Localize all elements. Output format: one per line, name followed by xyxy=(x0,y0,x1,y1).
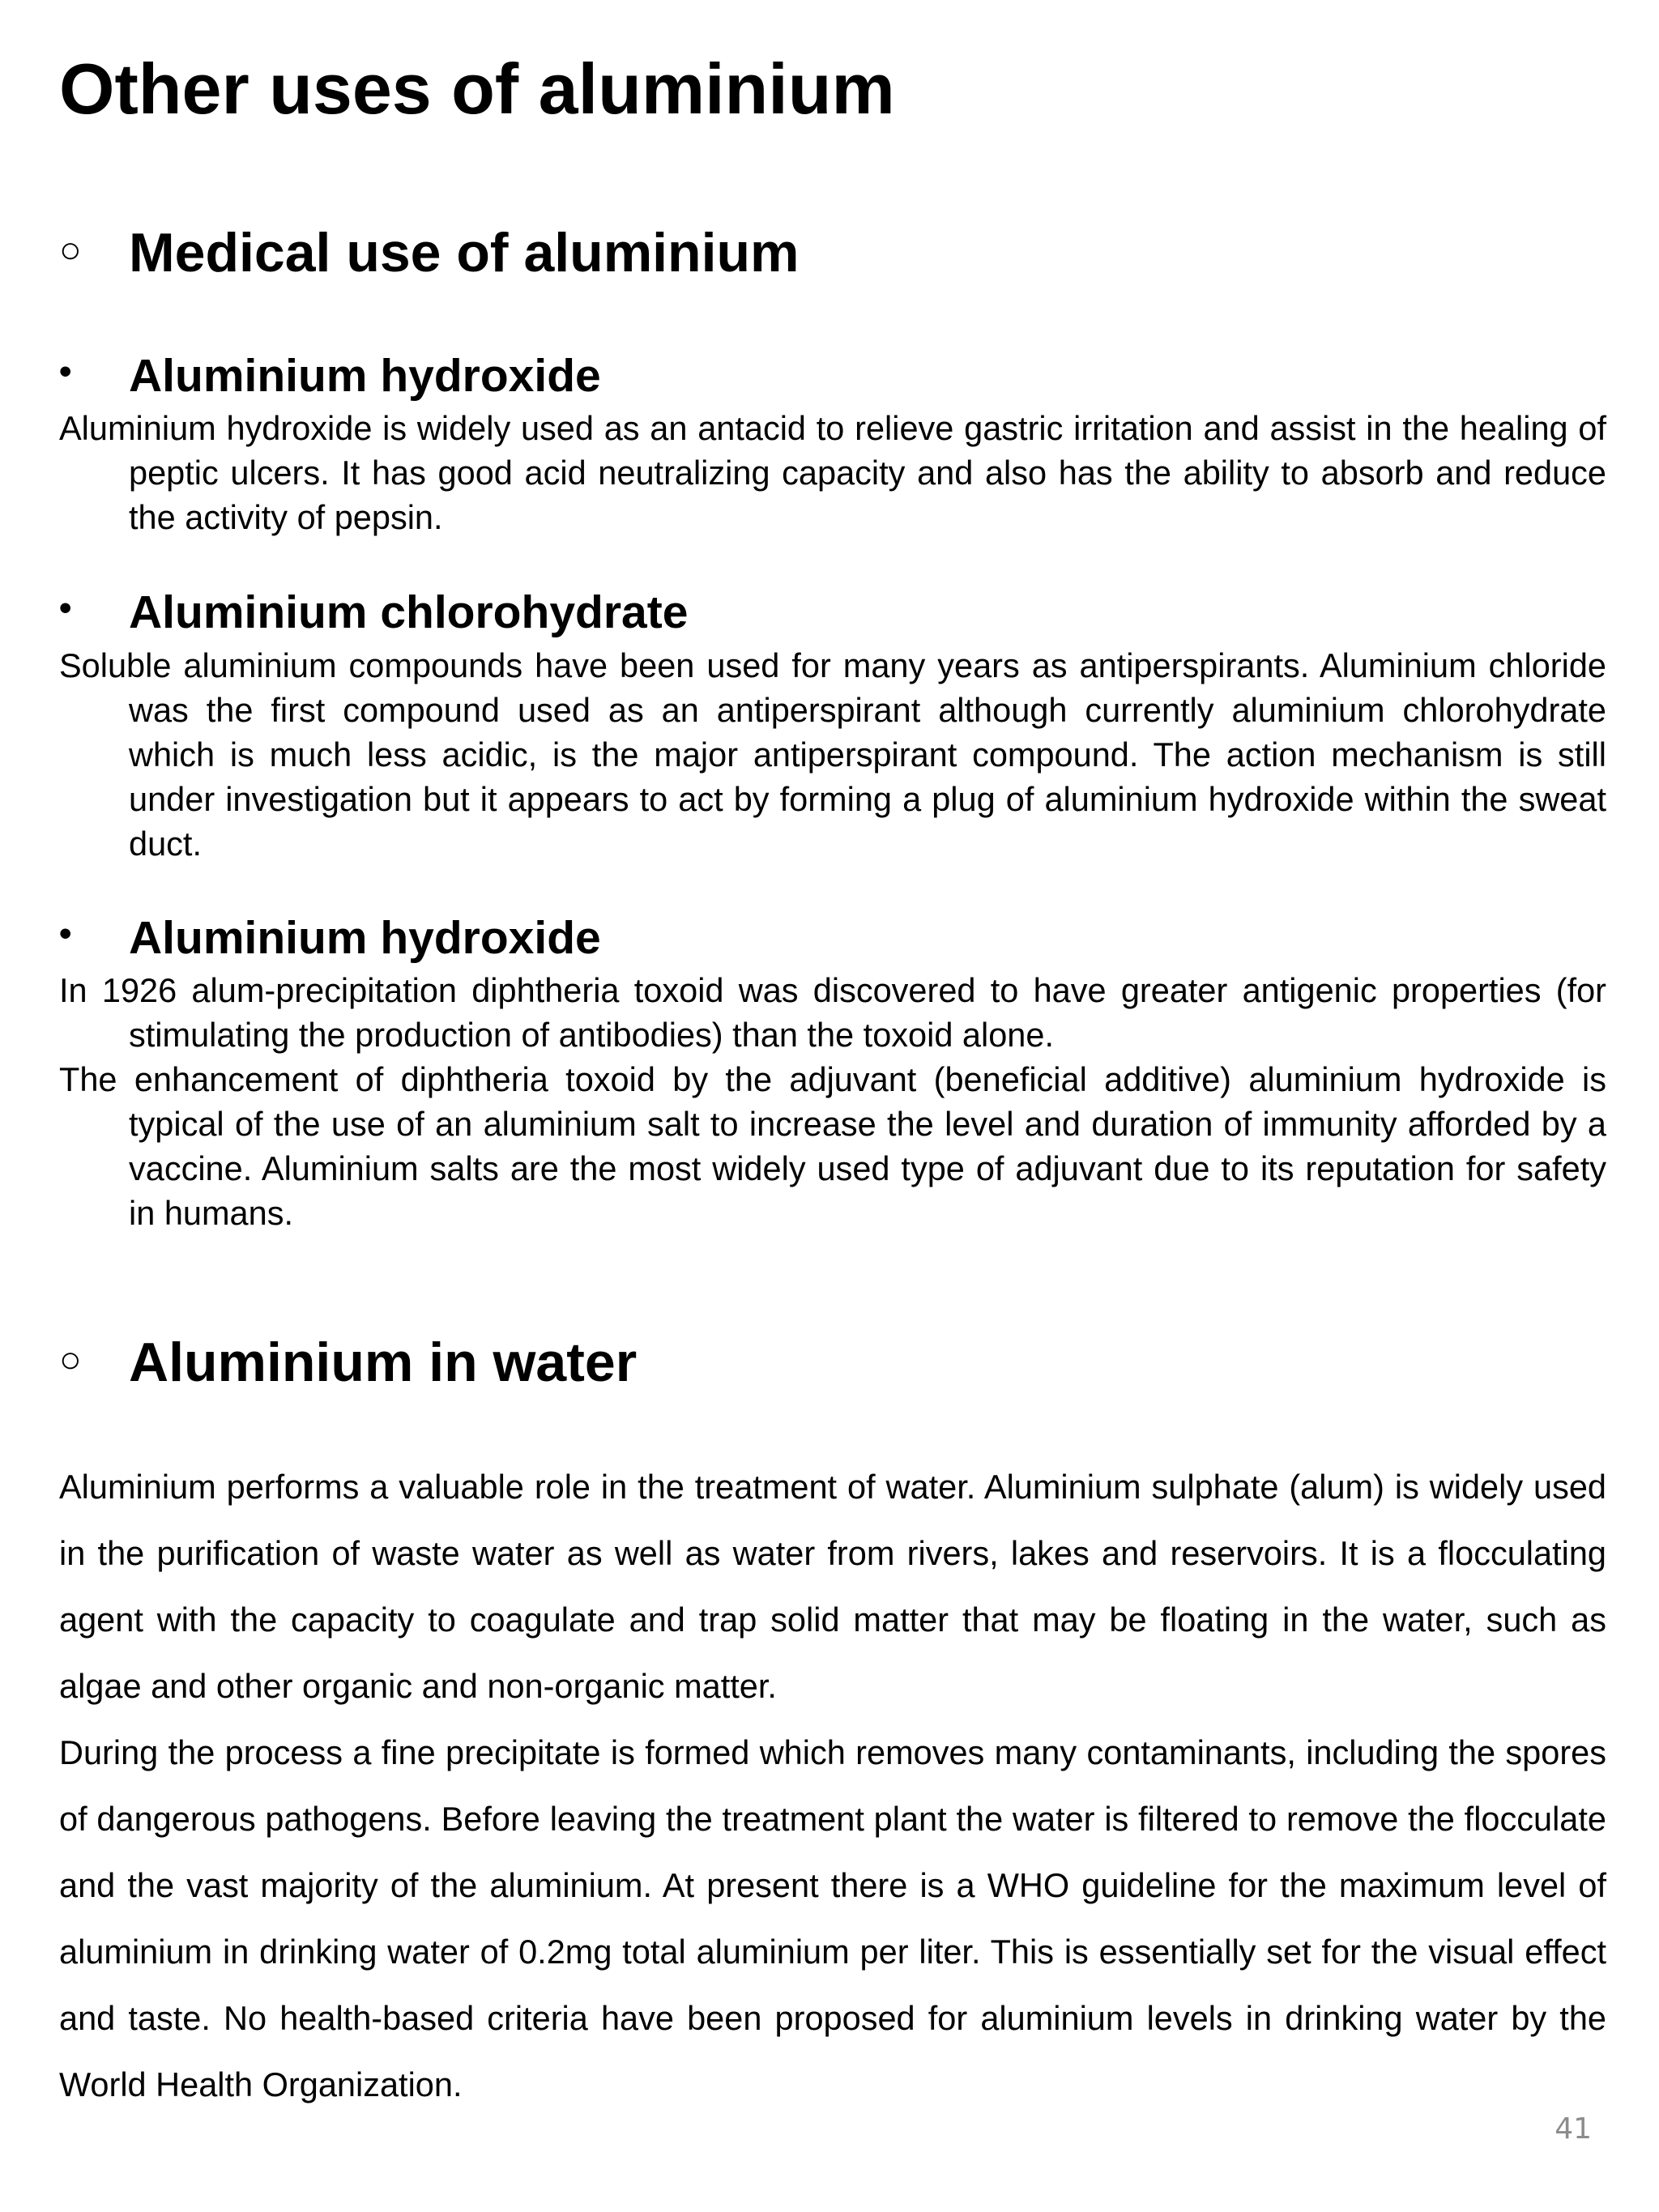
bullet-icon: • xyxy=(59,351,72,391)
paragraph-antiperspirant: Soluble aluminium compounds have been used for many years as antiperspirants. Aluminium chloride was the first compound used as an antiperspirant although currently aluminium chlorohydrate which is much less acidic, is the major antiperspirant compound. The action mechanism is still under investigation but it appears to act by forming a plug of aluminium hydroxide within the sweat duct. xyxy=(59,646,1606,863)
paragraph-adjuvant: The enhancement of diphtheria toxoid by the adjuvant (beneficial additive) aluminium hydroxide is typical of the use of an aluminium salt to increase the level and duration of immunity afforded by a vaccine. Aluminium salts are the most widely used type of adjuvant due to its reputation for safety in humans. xyxy=(59,1060,1606,1232)
subheading-aluminium-chlorohydrate xyxy=(59,586,689,638)
paragraph-water-process: During the process a fine precipitate is formed which removes many contaminants, including the spores of dangerous pathogens. Before leaving the treatment plant the water is filtered to remove the flocculate and the vast majority of the aluminium. At present there is a WHO guideline for the maximum level of aluminium in drinking water of 0.2mg total aluminium per liter. This is essentially set for the visual effect and taste. No health-based criteria have been proposed for aluminium levels in drinking water by the World Health Organization. xyxy=(59,1733,1606,2103)
bullet-icon: • xyxy=(59,587,72,628)
hollow-circle-bullet-icon: ○ xyxy=(59,1338,82,1380)
section-heading-text: Medical use of aluminium xyxy=(129,222,800,283)
paragraph-water-treatment: Aluminium performs a valuable role in the treatment of water. Aluminium sulphate (alum) is widely used in the purification of waste water as well as water from rivers, lakes and reservoirs. It is a flocculating agent with the capacity to coagulate and trap solid matter that may be floating in the water, such as algae and other organic and non-organic matter. xyxy=(59,1468,1606,1705)
hollow-circle-bullet-icon: ○ xyxy=(59,228,82,271)
section-heading-medical xyxy=(59,222,800,283)
paragraph-antacid: Aluminium hydroxide is widely used as an antacid to relieve gastric irritation and assist in the healing of peptic ulcers. It has good acid neutralizing capacity and also has the ability to absorb and reduce the activity of pepsin. xyxy=(59,409,1606,536)
subheading-text: Aluminium hydroxide xyxy=(129,912,601,964)
bullet-icon: • xyxy=(59,913,72,953)
subheading-aluminium-hydroxide-vaccine xyxy=(59,912,601,964)
subheading-aluminium-hydroxide-antacid xyxy=(59,350,601,402)
subheading-text: Aluminium hydroxide xyxy=(129,350,601,402)
subheading-text: Aluminium chlorohydrate xyxy=(129,586,689,638)
section-heading-water xyxy=(59,1332,638,1393)
paragraph-toxoid-discovery: In 1926 alum-precipitation diphtheria toxoid was discovered to have greater antigenic properties (for stimulating the production of antibodies) than the toxoid alone. xyxy=(59,971,1606,1054)
section-heading-text: Aluminium in water xyxy=(129,1332,638,1393)
page-number: 41 xyxy=(1555,2112,1592,2146)
page-title: Other uses of aluminium xyxy=(59,49,895,129)
